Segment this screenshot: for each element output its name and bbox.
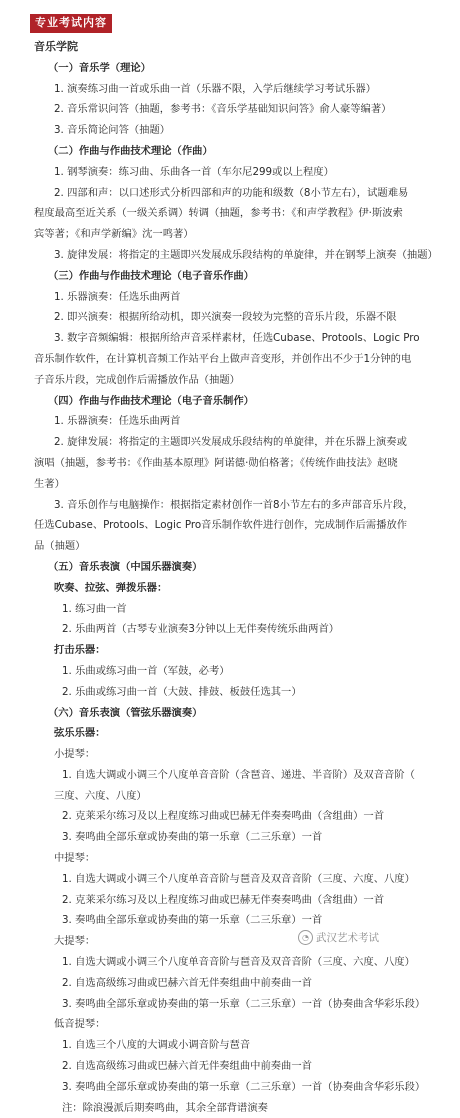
text-line: 2. 乐曲两首（古琴专业演奏3分钟以上无伴奏传统乐曲两首） [62,623,340,636]
text-line: 宾等著；《和声学新编》沈一鸣著） [34,228,194,241]
text-line: 1. 钢琴演奏：练习曲、乐曲各一首（车尔尼299或以上程度） [54,165,334,178]
text-line: 2. 自选高级练习曲或巴赫六首无伴奏组曲中前奏曲一首 [62,976,312,989]
text-line: 1. 乐曲或练习曲一首（军鼓，必考） [62,664,230,677]
text-line: 3. 奏鸣曲全部乐章或协奏曲的第一乐章（二三乐章）一首（协奏曲含华彩乐段） [62,1080,426,1093]
text-line: 3. 奏鸣曲全部乐章或协奏曲的第一乐章（二三乐章）一首 [62,914,323,927]
section-tag: 专业考试内容 [30,14,112,33]
section-heading: （三）作曲与作曲技术理论（电子音乐作曲） [48,269,254,282]
text-line: 1. 乐器演奏：任选乐曲两首 [54,290,181,303]
text-line: 2. 克莱采尔练习及以上程度练习曲或巴赫无伴奏奏鸣曲（含组曲）一首 [62,893,385,906]
text-line: 1. 乐器演奏：任选乐曲两首 [54,415,181,428]
college-title: 音乐学院 [34,40,78,53]
text-line: 3. 奏鸣曲全部乐章或协奏曲的第一乐章（二三乐章）一首 [62,831,323,844]
section-heading: （五）音乐表演（中国乐器演奏） [48,560,203,573]
text-line: 2. 四部和声：以口述形式分析四部和声的功能和级数（8小节左右），试题难易 [54,186,409,199]
text-line: 注：除浪漫派后期奏鸣曲，其余全部背谱演奏 [62,1101,268,1114]
text-line: 2. 克莱采尔练习及以上程度练习曲或巴赫无伴奏奏鸣曲（含组曲）一首 [62,810,385,823]
text-line: 1. 自选大调或小调三个八度单音音阶与琶音及双音音阶（三度、六度、八度） [62,872,415,885]
text-line: 1. 练习曲一首 [62,602,127,615]
text-line: 3. 旋律发展：将指定的主题即兴发展成乐段结构的单旋律，并在钢琴上演奏（抽题） [54,248,438,261]
text-line: 大提琴： [54,935,96,948]
text-line: 低音提琴： [54,1018,106,1031]
text-line: 3. 数字音频编辑：根据所给声音采样素材，任选Cubase、Protools、Logic Pro [54,332,420,345]
wechat-icon: ◔ [298,930,313,945]
subsection-heading: 吹奏、拉弦、弹拨乐器： [54,581,168,594]
section-heading: （四）作曲与作曲技术理论（电子音乐制作） [48,394,254,407]
text-line: 生著） [34,477,65,490]
text-line: 1. 演奏练习曲一首或乐曲一首（乐器不限，入学后继续学习考试乐器） [54,82,377,95]
text-line: 2. 乐曲或练习曲一首（大鼓、排鼓、板鼓任选其一） [62,685,302,698]
text-line: 程度最高至近关系（一级关系调）转调（抽题，参考书：《和声学教程》伊·斯波索 [34,207,403,220]
text-line: 1. 自选大调或小调三个八度单音音阶与琶音及双音音阶（三度、六度、八度） [62,956,415,969]
text-line: 任选Cubase、Protools、Logic Pro音乐制作软件进行创作，完成制作后需播放作 [34,519,408,532]
text-line: 1. 自选三个八度的大调或小调音阶与琶音 [62,1039,251,1052]
text-line: 3. 奏鸣曲全部乐章或协奏曲的第一乐章（二三乐章）一首（协奏曲含华彩乐段） [62,997,426,1010]
text-line: 2. 旋律发展：将指定的主题即兴发展成乐段结构的单旋律，并在乐器上演奏或 [54,436,407,449]
text-line: 小提琴： [54,748,96,761]
section-heading: （六）音乐表演（管弦乐器演奏） [48,706,203,719]
text-line: 3. 音乐创作与电脑操作：根据指定素材创作一首8小节左右的多声部音乐片段， [54,498,414,511]
text-line: 中提琴： [54,852,96,865]
watermark-text: 武汉艺术考试 [316,932,379,944]
text-line: 3. 音乐简论问答（抽题） [54,124,171,137]
text-line: 音乐制作软件，在计算机音频工作站平台上做声音变形，并创作出不少于1分钟的电 [34,352,412,365]
subsection-heading: 弦乐乐器： [54,727,106,740]
text-line: 子音乐片段，完成创作后需播放作品（抽题） [34,373,240,386]
text-line: 三度、六度、八度） [54,789,147,802]
text-line: 品（抽题） [34,540,86,553]
text-line: 2. 即兴演奏：根据所给动机，即兴演奏一段较为完整的音乐片段，乐器不限 [54,311,397,324]
text-line: 2. 自选高级练习曲或巴赫六首无伴奏组曲中前奏曲一首 [62,1060,312,1073]
section-heading: （一）音乐学（理论） [48,61,151,74]
section-heading: （二）作曲与作曲技术理论（作曲） [48,144,213,157]
subsection-heading: 打击乐器： [54,644,106,657]
watermark [298,930,379,945]
text-line: 演唱（抽题，参考书：《作曲基本原理》阿诺德·勋伯格著；《传统作曲技法》赵晓 [34,456,398,469]
text-line: 2. 音乐常识问答（抽题，参考书：《音乐学基础知识问答》俞人豪等编著） [54,103,392,116]
text-line: 1. 自选大调或小调三个八度单音音阶（含琶音、递进、半音阶）及双音音阶（ [62,768,415,781]
exam-content [34,37,446,1118]
